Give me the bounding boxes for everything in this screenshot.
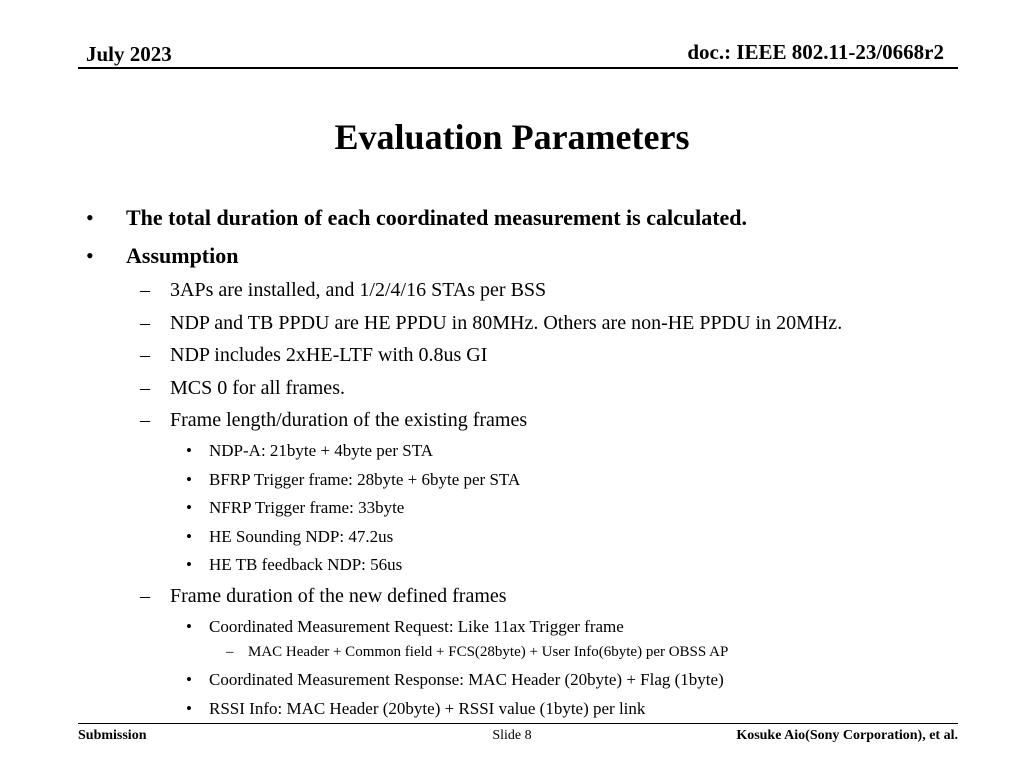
- list-item-text: 3APs are installed, and 1/2/4/16 STAs per BSS: [170, 279, 547, 301]
- list-item-text: RSSI Info: MAC Header (20byte) + RSSI value (1byte) per link: [209, 699, 646, 718]
- list-item-text: Coordinated Measurement Response: MAC Header (20byte) + Flag (1byte): [209, 670, 724, 689]
- header-divider: [78, 67, 958, 69]
- list-item-text: MCS 0 for all frames.: [170, 377, 345, 399]
- bullet-marker: •: [186, 617, 192, 636]
- list-item-text: HE Sounding NDP: 47.2us: [209, 527, 394, 546]
- bullet-marker: •: [186, 699, 192, 718]
- list-item-text: Assumption: [126, 243, 239, 268]
- dash-marker: –: [140, 409, 150, 431]
- slide-title: Evaluation Parameters: [334, 117, 690, 157]
- footer-slide-number: Slide 8: [492, 728, 532, 743]
- list-item-text: Coordinated Measurement Request: Like 11ax Trigger frame: [209, 617, 624, 636]
- list-item-text: Frame duration of the new defined frames: [170, 585, 507, 607]
- footer-author: Kosuke Aio(Sony Corporation), et al.: [736, 728, 958, 743]
- list-item-text: MAC Header + Common field + FCS(28byte) + User Info(6byte) per OBSS AP: [248, 644, 729, 660]
- footer-divider: [78, 723, 958, 724]
- list-item-text: NDP-A: 21byte + 4byte per STA: [209, 441, 434, 460]
- list-item-text: NDP includes 2xHE-LTF with 0.8us GI: [170, 344, 488, 366]
- dash-marker: –: [140, 312, 150, 334]
- dash-marker: –: [140, 585, 150, 607]
- bullet-marker: •: [86, 205, 94, 230]
- list-item-text: The total duration of each coordinated measurement is calculated.: [126, 205, 748, 230]
- footer-submission: Submission: [78, 728, 147, 743]
- bullet-marker: •: [186, 527, 192, 546]
- list-item-text: NDP and TB PPDU are HE PPDU in 80MHz. Others are non-HE PPDU in 20MHz.: [170, 312, 843, 334]
- bullet-marker: •: [86, 243, 94, 268]
- bullet-marker: •: [186, 498, 192, 517]
- dash-marker: –: [140, 377, 150, 399]
- dash-marker: –: [226, 644, 234, 660]
- dash-marker: –: [140, 279, 150, 301]
- list-item-text: BFRP Trigger frame: 28byte + 6byte per STA: [209, 470, 521, 489]
- bullet-marker: •: [186, 470, 192, 489]
- list-item-text: Frame length/duration of the existing frames: [170, 409, 528, 431]
- header-doc-id: doc.: IEEE 802.11-23/0668r2: [687, 40, 944, 64]
- list-item-text: NFRP Trigger frame: 33byte: [209, 498, 405, 517]
- bullet-marker: •: [186, 670, 192, 689]
- bullet-marker: •: [186, 441, 192, 460]
- dash-marker: –: [140, 344, 150, 366]
- bullet-marker: •: [186, 555, 192, 574]
- list-item-text: HE TB feedback NDP: 56us: [209, 555, 403, 574]
- header-date: July 2023: [86, 42, 172, 66]
